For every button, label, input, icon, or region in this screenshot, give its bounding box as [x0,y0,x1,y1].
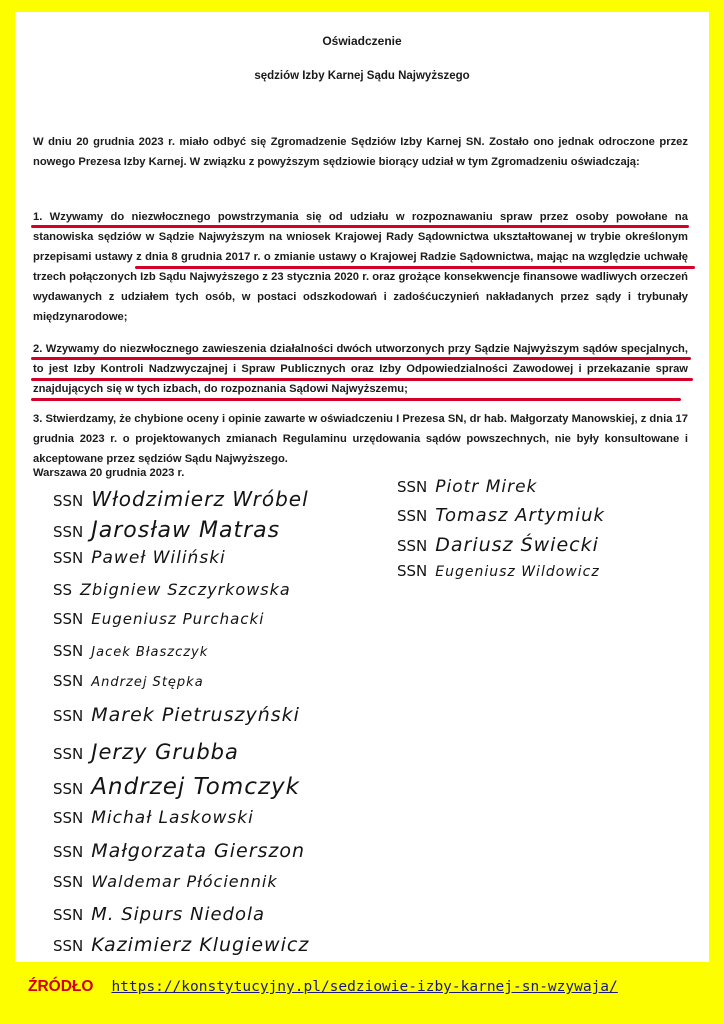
signature-name: Dariusz Świecki [435,534,599,556]
point-2-paragraph: 2. Wzywamy do niezwłocznego zawieszenia działalności dwóch utworzonych przy Sądzie Najwyższym sądów specjalnych, to jest Izby Kontroli Nadzwyczajnej i Spraw Publicznych oraz Izby Odpowiedzialności Zawodowej i przekazanie spraw znajdujących się w tych izbach, do rozpoznania Sądowi Najwyższemu; [33,343,688,395]
underline-p1-line1 [31,225,689,228]
signature-line [53,774,300,800]
signature-prefix: SSN [53,549,84,567]
signature-prefix: SSN [53,873,84,891]
signature-line [53,740,239,764]
underline-p1-line3 [135,266,695,269]
intro-paragraph: W dniu 20 grudnia 2023 r. miało odbyć się Zgromadzenie Sędziów Izby Karnej SN. Zostało ono jednak odroczone przez nowego Prezesa Izby Karnej. W związku z powyższym sędziowie biorący udział w tym Zgromadzeniu oświadczają: [33,136,688,168]
signature-line [53,808,254,828]
signature-name: Kazimierz Klugiewicz [91,934,310,956]
signature-prefix: SSN [397,562,428,580]
signature-prefix: SSN [53,707,84,725]
signature-name: Piotr Mirek [435,477,538,497]
signature-name: Jarosław Matras [91,518,281,543]
signature-name: Jerzy Grubba [91,740,239,764]
signature-prefix: SSN [53,745,84,763]
signature-prefix: SS [53,581,73,599]
signature-name: Tomasz Artymiuk [435,505,605,526]
signature-name: Waldemar Płóciennik [91,872,278,891]
signature-name: Małgorzata Gierszon [91,840,306,862]
signature-prefix: SSN [397,537,428,555]
point-1-paragraph: 1. Wzywamy do niezwłocznego powstrzymania się od udziału w rozpoznawaniu spraw przez osoby powołane na stanowiska sędziów w Sądzie Najwyższym na wniosek Krajowej Rady Sądownictwa ukształtowanej w trybie określonym przepisami ustawy z dnia 8 grudnia 2017 r. o zmianie ustawy o Krajowej Radzie Sądownictwa, mając na względzie uchwałę trzech połączonych Izb Sądu Najwyższego z 23 stycznia 2020 r. oraz grożące konsekwencje finansowe wadliwych orzeczeń wydawanych z udziałem tych osób, w postaci odszkodowań i zadośćuczynień nakładanych przez sądy i trybunały międzynarodowe; [33,211,688,323]
signature-line [53,904,265,925]
signature-name: Włodzimierz Wróbel [91,487,309,511]
signature-line [53,934,309,956]
point-3-paragraph: 3. Stwierdzamy, że chybione oceny i opinie zawarte w oświadczeniu I Prezesa SN, dr hab. Małgorzaty Manowskiej, z dnia 17 grudnia 2023 r. o projektowanych zmianach Regulaminu urzędowania sądów powszechnych, nie były konsultowane i akceptowane przez sędziów Sądu Najwyższego. [33,413,688,465]
signature-line [53,642,208,660]
signature-line [397,505,605,526]
signature-prefix: SSN [53,843,84,861]
signature-name: Eugeniusz Purchacki [91,610,265,628]
source-link[interactable]: https://konstytucyjny.pl/sedziowie-izby-karnej-sn-wzywaja/ [111,979,618,995]
signature-prefix: SSN [53,780,84,798]
signature-line [53,840,305,862]
signature-line [53,704,300,726]
signature-prefix: SSN [53,642,84,660]
signature-line [53,872,278,891]
document-title: Oświadczenie [322,34,402,48]
signature-prefix: SSN [53,672,84,690]
signature-line [53,610,264,628]
signature-line [53,518,280,543]
signature-prefix: SSN [397,478,428,496]
source-footer [28,975,618,999]
signature-line [53,672,204,690]
signature-name: Marek Pietruszyński [91,704,300,726]
signature-name: Eugeniusz Wildowicz [435,564,600,580]
document-subtitle: sędziów Izby Karnej Sądu Najwyższego [254,70,470,82]
signature-prefix: SSN [53,492,84,510]
signature-line [53,580,291,599]
signature-prefix: SSN [397,507,428,525]
signature-name: Paweł Wiliński [91,548,226,568]
date-line: Warszawa 20 grudnia 2023 r. [33,467,185,479]
underline-p2-line3 [31,398,681,401]
underline-p2-line1 [31,357,691,360]
signature-prefix: SSN [53,937,84,955]
signature-line [397,534,599,556]
statement-document [15,12,709,962]
signature-prefix: SSN [53,809,84,827]
signature-prefix: SSN [53,523,84,541]
signature-name: Jacek Błaszczyk [91,645,209,660]
signature-line [397,562,600,580]
underline-p2-line2 [31,378,693,381]
signature-prefix: SSN [53,610,84,628]
signature-line [397,477,537,497]
signature-name: M. Sipurs Niedola [91,904,266,925]
signature-name: Andrzej Tomczyk [91,774,300,800]
signature-name: Michał Laskowski [91,808,254,828]
source-label: ŹRÓDŁO [28,978,94,995]
signature-line [53,548,226,568]
signature-line [53,487,309,511]
signature-prefix: SSN [53,906,84,924]
signature-name: Zbigniew Szczyrkowska [80,580,291,599]
signature-name: Andrzej Stępka [91,675,204,690]
